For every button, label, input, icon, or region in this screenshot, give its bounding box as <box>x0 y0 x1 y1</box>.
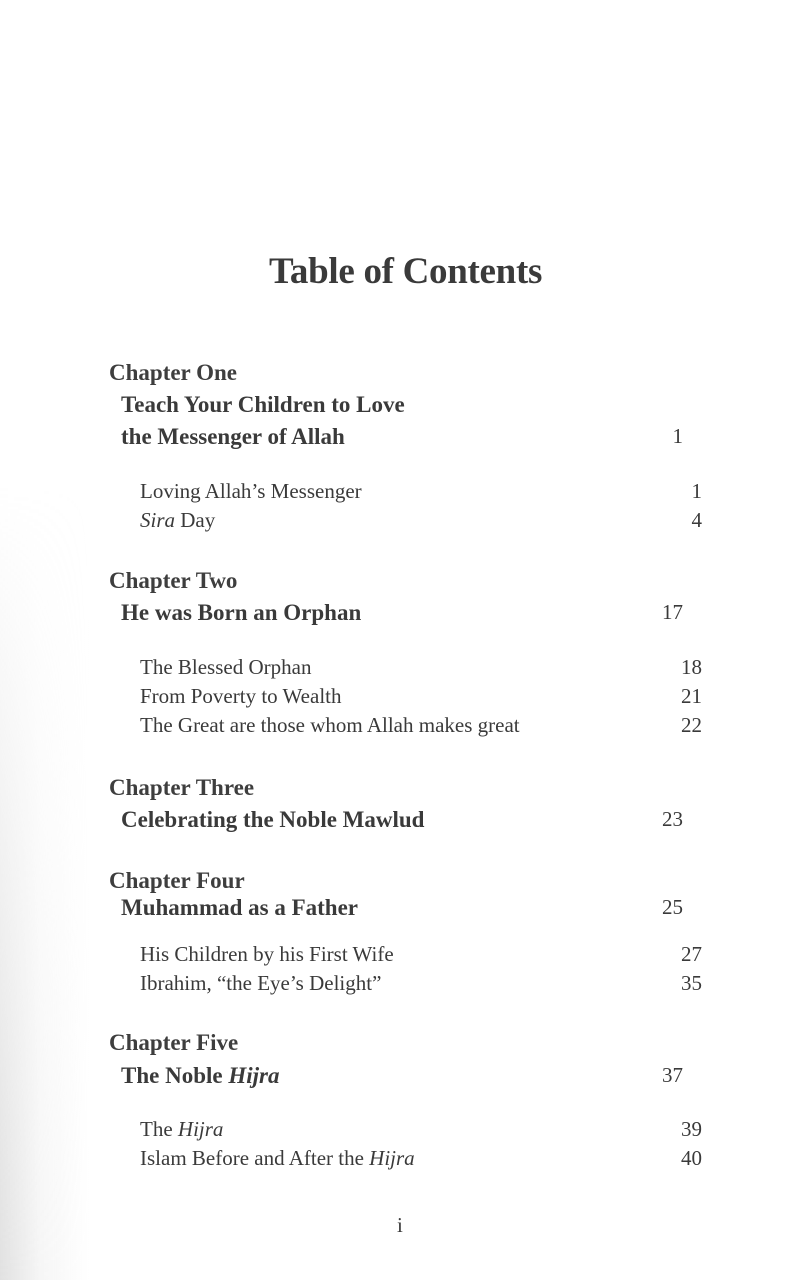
chapter-label: Chapter One <box>109 360 237 385</box>
section-entry[interactable] <box>109 1117 702 1147</box>
chapter-title[interactable] <box>109 600 683 630</box>
section-title: The Great are those whom Allah makes great <box>140 713 520 737</box>
section-title: His Children by his First Wife <box>140 942 394 966</box>
chapter-title-text: Celebrating the Noble Mawlud <box>121 807 425 832</box>
page-number: 37 <box>662 1063 683 1087</box>
page-number: 39 <box>681 1117 702 1141</box>
section-entry[interactable] <box>109 479 702 509</box>
page-number: 23 <box>662 807 683 831</box>
section-entry[interactable] <box>109 655 702 685</box>
chapter-title-text: He was Born an Orphan <box>121 600 362 625</box>
chapter-label: Chapter Four <box>109 868 245 893</box>
section-entry[interactable] <box>109 942 702 972</box>
page-number: 21 <box>681 684 702 708</box>
section-title-italic: Hijra <box>369 1146 415 1170</box>
page-number: 18 <box>681 655 702 679</box>
chapter-title-text: Teach Your Children to Love <box>121 392 405 417</box>
chapter-title[interactable] <box>109 895 683 925</box>
section-title: The <box>140 1117 178 1141</box>
section-entry[interactable] <box>109 713 702 743</box>
page-folio: i <box>397 1213 403 1237</box>
chapter-title[interactable] <box>109 392 683 422</box>
page-number: 1 <box>691 479 702 503</box>
page-number: 40 <box>681 1146 702 1170</box>
page-number: 25 <box>662 895 683 919</box>
page-number: 27 <box>681 942 702 966</box>
section-title: From Poverty to Wealth <box>140 684 342 708</box>
chapter-title[interactable] <box>109 807 683 837</box>
section-title: Islam Before and After the <box>140 1146 370 1170</box>
chapter-title-italic: Hijra <box>228 1063 280 1088</box>
page-number: 22 <box>681 713 702 737</box>
chapter-title-text: the Messenger of Allah <box>121 424 345 449</box>
chapter-label: Chapter Two <box>109 568 238 593</box>
chapter-title-text: Muhammad as a Father <box>121 895 359 920</box>
spine-shadow <box>0 0 90 1280</box>
section-title-italic: Hijra <box>177 1117 224 1141</box>
section-title: Day <box>175 508 216 532</box>
section-entry[interactable] <box>109 684 702 714</box>
chapter-label: Chapter Three <box>109 775 255 800</box>
section-title: Ibrahim, “the Eye’s Delight” <box>140 971 382 995</box>
section-entry[interactable] <box>109 508 702 538</box>
page-number: 1 <box>672 424 683 448</box>
section-title: Loving Allah’s Messenger <box>140 479 362 503</box>
section-entry[interactable] <box>109 971 702 1001</box>
chapter-title[interactable] <box>109 1063 683 1093</box>
page-number: 35 <box>681 971 702 995</box>
chapter-label: Chapter Five <box>109 1030 239 1055</box>
section-title-italic: Sira <box>140 508 176 532</box>
chapter-title-text: The Noble <box>121 1063 229 1088</box>
section-entry[interactable] <box>109 1146 702 1176</box>
page-number: 4 <box>691 508 702 532</box>
chapter-title[interactable] <box>109 424 683 454</box>
page-title: Table of Contents <box>268 251 543 292</box>
page-number: 17 <box>662 600 683 624</box>
section-title: The Blessed Orphan <box>140 655 312 679</box>
